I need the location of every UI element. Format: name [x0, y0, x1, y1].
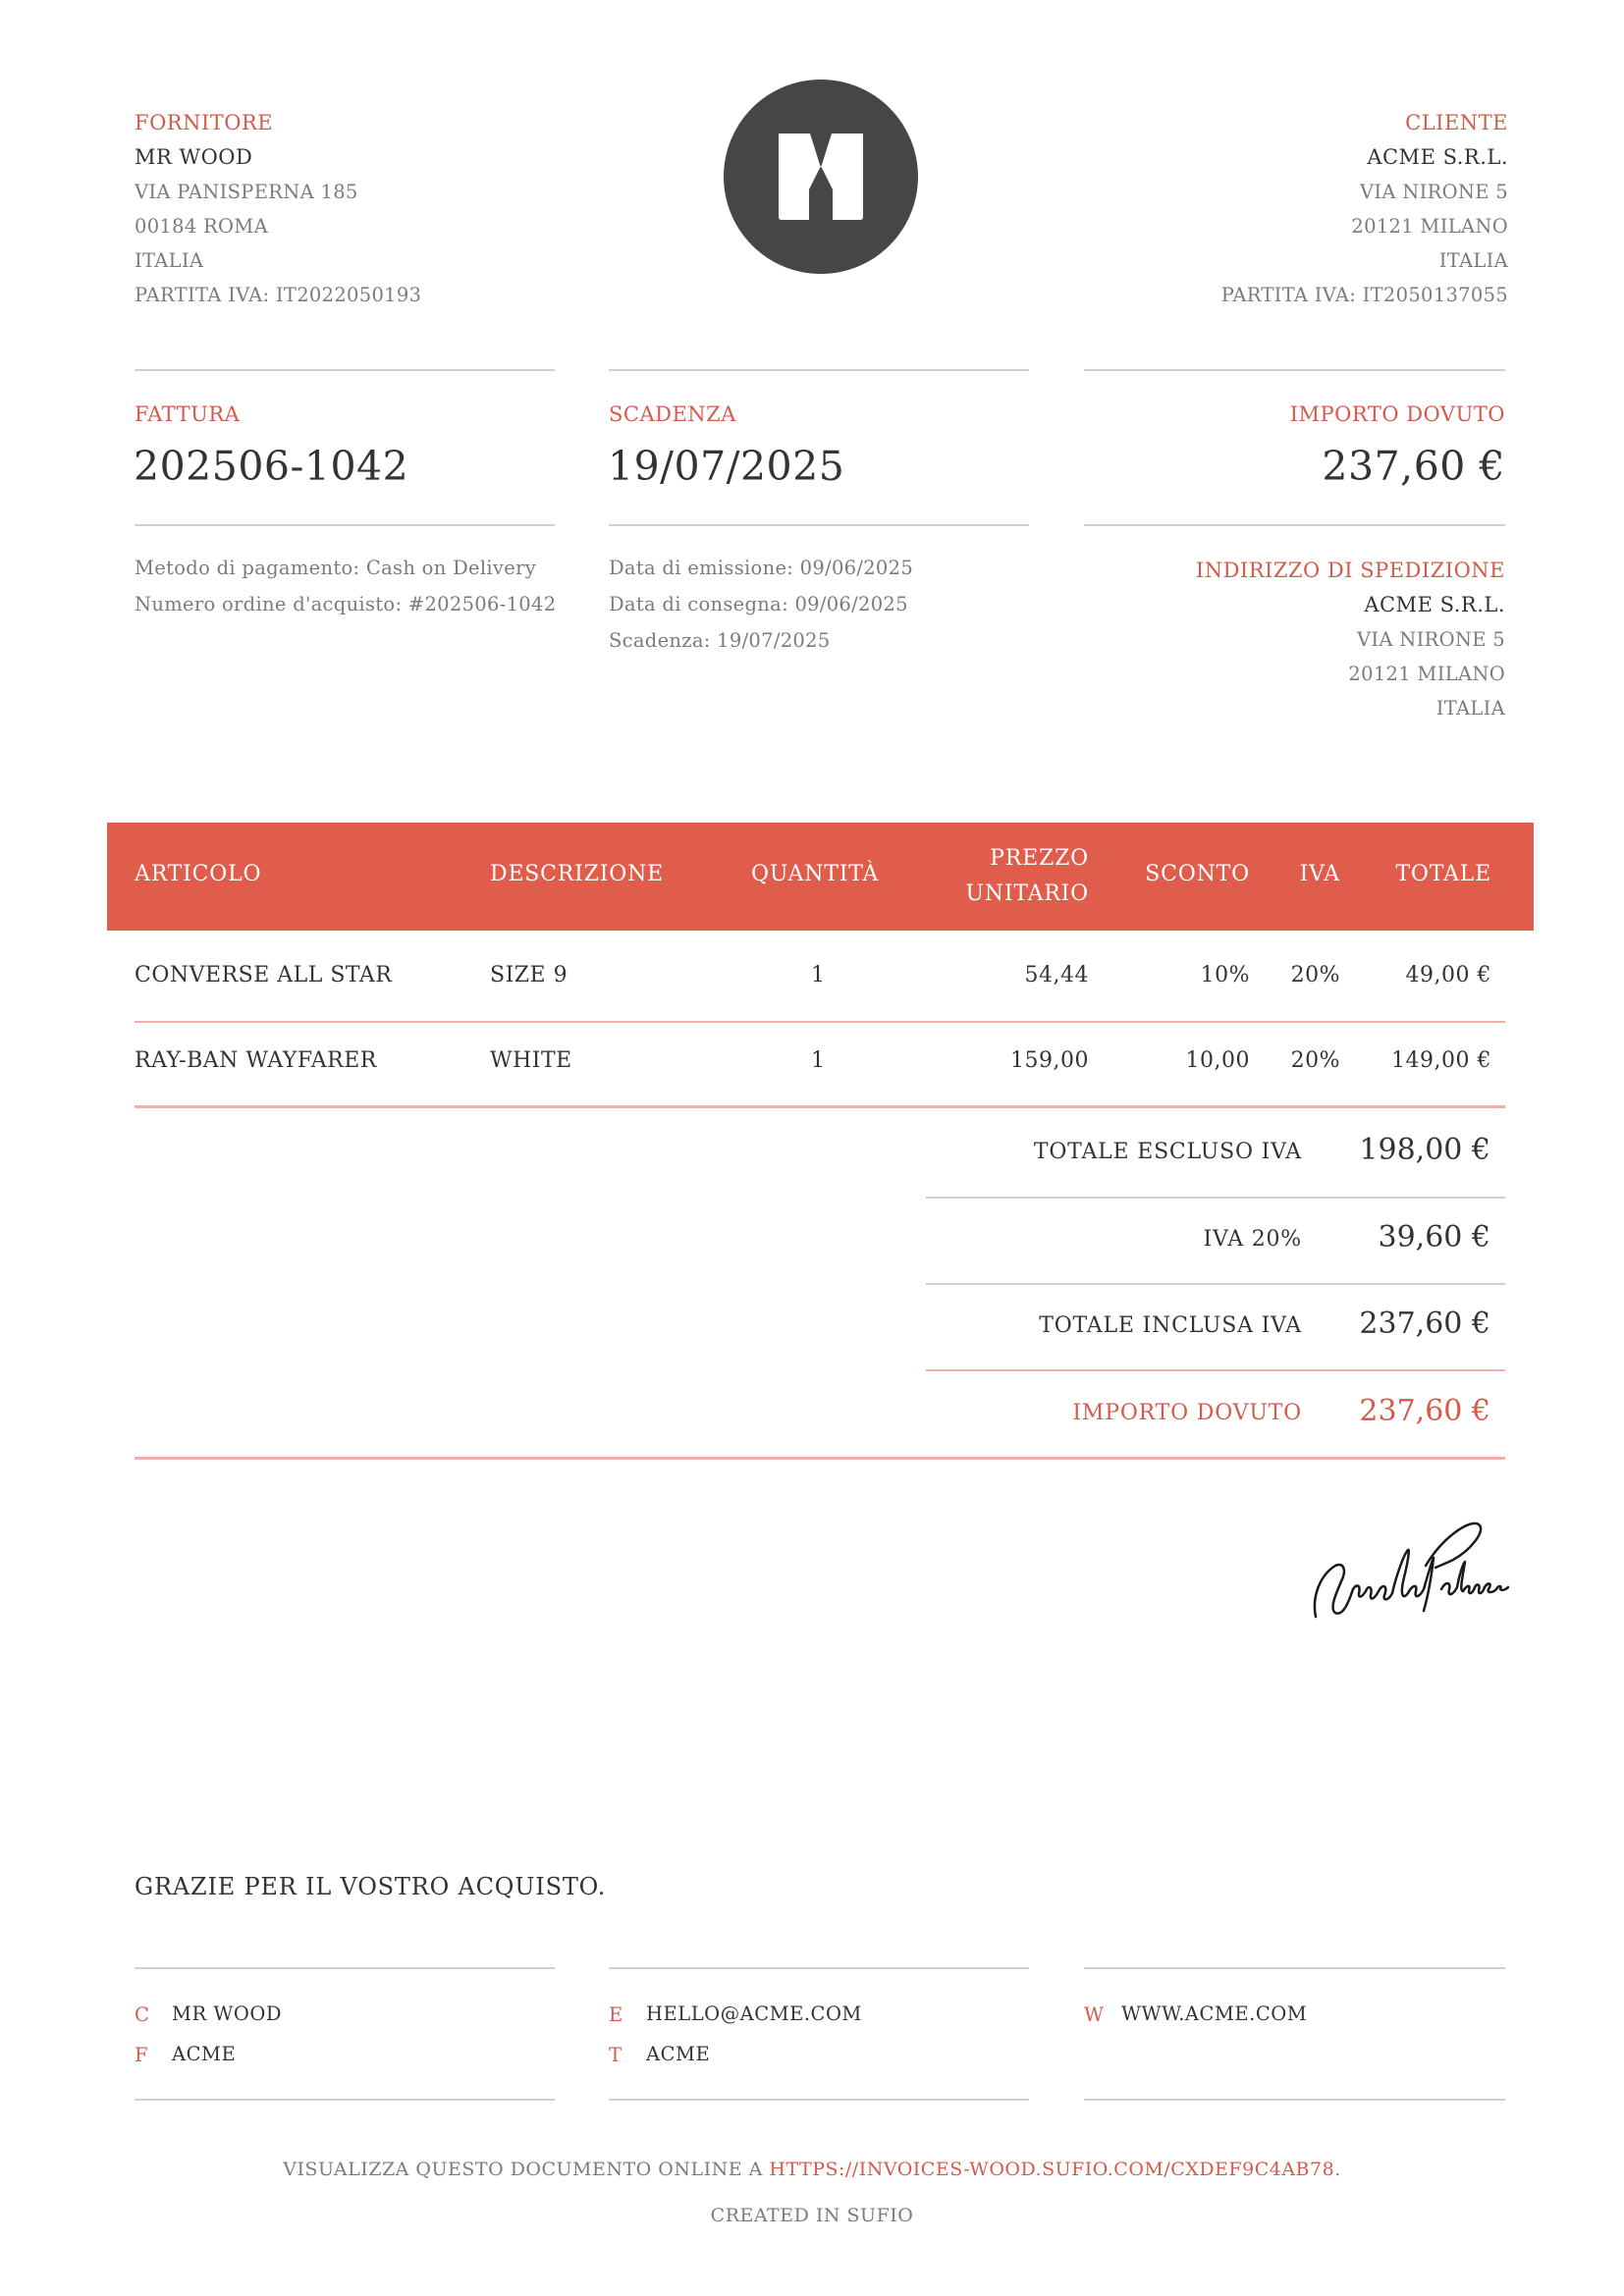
online-prefix: VISUALIZZA QUESTO DOCUMENTO ONLINE A	[283, 2159, 770, 2180]
shipping-street: VIA NIRONE 5	[1356, 628, 1505, 651]
header-description: DESCRIZIONE	[490, 862, 664, 886]
divider	[1084, 2099, 1505, 2101]
order-number: Numero ordine d'acquisto: #202506-1042	[135, 593, 557, 615]
invoice-label: FATTURA	[135, 402, 241, 426]
row-discount: 10%	[1200, 963, 1250, 988]
divider	[135, 369, 555, 371]
row-unit-price: 54,44	[1024, 963, 1089, 988]
shipping-heading: INDIRIZZO DI SPEDIZIONE	[1195, 559, 1505, 582]
row-divider	[135, 1021, 1505, 1023]
shipping-block	[1196, 554, 1505, 725]
header-item: ARTICOLO	[135, 862, 262, 886]
row-discount: 10,00	[1185, 1048, 1250, 1073]
contact-f-value: ACME	[172, 2043, 237, 2065]
divider	[926, 1369, 1505, 1371]
divider	[1084, 1967, 1505, 1969]
supplier-block	[135, 106, 421, 312]
due-date: 19/07/2025	[608, 443, 845, 490]
totals-bottom-divider	[135, 1457, 1505, 1460]
divider	[135, 1967, 555, 1969]
supplier-country: ITALIA	[135, 249, 204, 272]
contact-t-key: T	[609, 2044, 623, 2066]
divider	[135, 2099, 555, 2101]
vat-value: 39,60 €	[1378, 1220, 1490, 1255]
header-vat: IVA	[1299, 862, 1340, 886]
header-discount: SCONTO	[1145, 862, 1250, 886]
contact-w-key: W	[1084, 2003, 1105, 2026]
row-total: 49,00 €	[1405, 963, 1491, 988]
row-vat: 20%	[1290, 963, 1340, 988]
contact-f-key: F	[135, 2044, 149, 2066]
header-total: TOTALE	[1395, 862, 1491, 886]
supplier-vat: PARTITA IVA: IT2022050193	[135, 284, 422, 306]
contact-t-value: ACME	[646, 2043, 711, 2065]
contact-e-key: E	[609, 2003, 623, 2026]
delivery-date: Data di consegna: 09/06/2025	[609, 593, 908, 615]
header-unit-price-line2: UNITARIO	[965, 881, 1089, 906]
client-heading: CLIENTE	[1405, 111, 1508, 134]
amount-due: 237,60 €	[1322, 443, 1505, 490]
divider	[135, 524, 555, 526]
due-date-detail: Scadenza: 19/07/2025	[609, 629, 831, 652]
mr-wood-logo-icon	[724, 80, 918, 274]
divider	[926, 1283, 1505, 1285]
divider	[1084, 369, 1505, 371]
subtotal-label: TOTALE ESCLUSO IVA	[1033, 1140, 1302, 1164]
divider	[926, 1197, 1505, 1199]
signature-image	[1306, 1507, 1512, 1629]
header-unit-price-line1: PREZZO	[990, 846, 1089, 871]
online-url-link[interactable]: HTTPS://INVOICES-WOOD.SUFIO.COM/CXDEF9C4AB78	[769, 2159, 1335, 2180]
client-name: ACME S.R.L.	[1367, 145, 1508, 169]
supplier-street: VIA PANISPERNA 185	[135, 181, 358, 203]
supplier-heading: FORNITORE	[135, 111, 274, 134]
shipping-name: ACME S.R.L.	[1364, 593, 1505, 616]
divider	[609, 1967, 1029, 1969]
contact-c-value: MR WOOD	[172, 2002, 282, 2025]
contact-c-key: C	[135, 2003, 150, 2026]
row-quantity: 1	[811, 1048, 826, 1073]
divider	[1084, 524, 1505, 526]
payment-method: Metodo di pagamento: Cash on Delivery	[135, 557, 537, 579]
divider	[609, 2099, 1029, 2101]
client-vat: PARTITA IVA: IT2050137055	[1220, 284, 1508, 306]
online-suffix: .	[1334, 2159, 1341, 2180]
created-in-sufio: CREATED IN SUFIO	[710, 2205, 914, 2226]
online-link-line	[0, 2159, 1624, 2180]
supplier-name: MR WOOD	[135, 145, 253, 169]
row-item: CONVERSE ALL STAR	[135, 963, 393, 988]
contact-w-value[interactable]: WWW.ACME.COM	[1121, 2002, 1308, 2025]
client-country: ITALIA	[1438, 249, 1508, 272]
client-city: 20121 MILANO	[1351, 215, 1508, 238]
table-bottom-divider	[135, 1105, 1505, 1108]
client-block	[1221, 106, 1508, 312]
client-street: VIA NIRONE 5	[1359, 181, 1508, 203]
row-item: RAY-BAN WAYFARER	[135, 1048, 377, 1073]
shipping-city: 20121 MILANO	[1348, 663, 1505, 685]
due-label: SCADENZA	[609, 402, 736, 426]
thank-you-message: GRAZIE PER IL VOSTRO ACQUISTO.	[135, 1873, 607, 1900]
amount-due-total-value: 237,60 €	[1359, 1394, 1490, 1428]
issue-date: Data di emissione: 09/06/2025	[609, 557, 914, 579]
contact-e-value[interactable]: HELLO@ACME.COM	[646, 2002, 862, 2025]
row-description: WHITE	[490, 1048, 572, 1073]
row-total: 149,00 €	[1391, 1048, 1491, 1073]
row-vat: 20%	[1290, 1048, 1340, 1073]
supplier-city: 00184 ROMA	[135, 215, 268, 238]
payment-details	[135, 550, 556, 622]
divider	[609, 524, 1029, 526]
amount-due-total-label: IMPORTO DOVUTO	[1072, 1401, 1302, 1425]
subtotal-value: 198,00 €	[1359, 1133, 1490, 1167]
row-description: SIZE 9	[490, 963, 568, 988]
row-unit-price: 159,00	[1010, 1048, 1089, 1073]
header-unit-price	[965, 841, 1089, 912]
shipping-country: ITALIA	[1435, 697, 1505, 720]
amount-due-label: IMPORTO DOVUTO	[1289, 402, 1505, 426]
date-details	[609, 550, 913, 659]
header-quantity: QUANTITÀ	[751, 862, 880, 886]
vat-label: IVA 20%	[1203, 1227, 1302, 1252]
total-value: 237,60 €	[1359, 1307, 1490, 1341]
divider	[609, 369, 1029, 371]
total-label: TOTALE INCLUSA IVA	[1039, 1313, 1302, 1338]
invoice-number: 202506-1042	[134, 443, 409, 490]
row-quantity: 1	[811, 963, 826, 988]
